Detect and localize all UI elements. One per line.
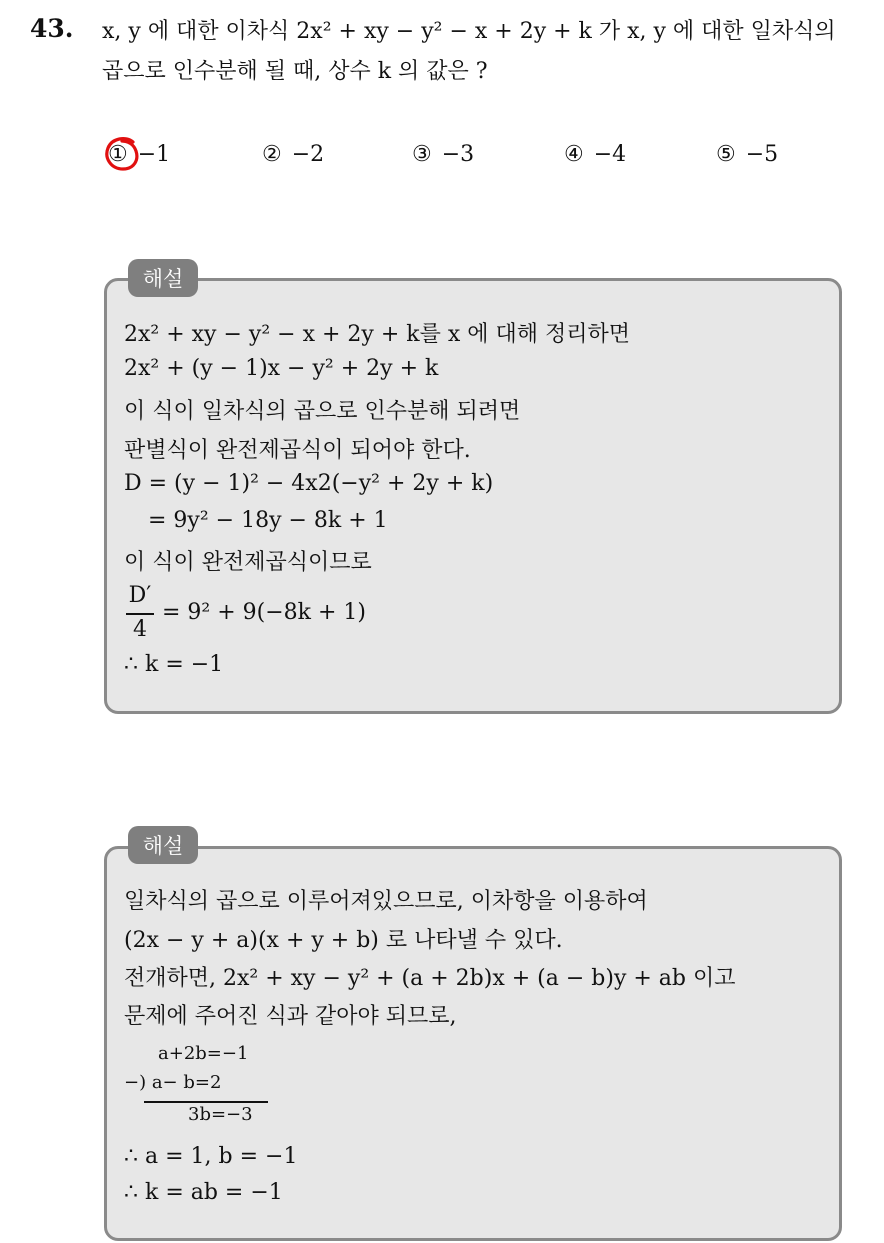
answer-choices (108, 142, 808, 178)
solution1-conclusion: ∴ k = −1 (124, 652, 224, 677)
choice-2-number: ② (262, 142, 282, 167)
fraction-numerator: D′ (128, 583, 152, 608)
solution1-fraction-rest: = 9² + 9(−8k + 1) (162, 600, 367, 625)
fraction-bar (126, 613, 154, 615)
solution1-line-3: 이 식이 일차식의 곱으로 인수분해 되려면 (124, 399, 521, 424)
choice-4-value: −4 (593, 142, 627, 167)
solution2-line-4: 문제에 주어진 식과 같아야 되므로, (124, 1004, 457, 1029)
question-text-line1: x, y 에 대한 이차식 2x² + xy − y² − x + 2y + k 가 x, y 에 대한 일차식의 (102, 19, 836, 44)
solution2-line-1: 일차식의 곱으로 이루어져있으므로, 이차항을 이용하여 (124, 889, 648, 914)
choice-3-value: −3 (441, 142, 475, 167)
choice-2-value: −2 (291, 142, 325, 167)
choice-1-value: −1 (137, 142, 171, 167)
solution1-line-1: 2x² + xy − y² − x + 2y + k를 x 에 대해 정리하면 (124, 322, 630, 347)
solution-tag-1: 해설 (128, 259, 198, 297)
solution2-line-3: 전개하면, 2x² + xy − y² + (a + 2b)x + (a − b)y + ab 이고 (124, 966, 736, 991)
fraction-denominator: 4 (133, 617, 147, 642)
choice-2[interactable] (262, 142, 324, 167)
choice-5[interactable] (716, 142, 778, 167)
choice-3[interactable] (412, 142, 474, 167)
choice-3-number: ③ (412, 142, 432, 167)
choice-4-number: ④ (564, 142, 584, 167)
solution-tag-2: 해설 (128, 826, 198, 864)
calc-line-2: −) a− b=2 (124, 1072, 222, 1093)
fraction-d-over-4 (124, 583, 156, 643)
solution2-line-2: (2x − y + a)(x + y + b) 로 나타낼 수 있다. (124, 928, 563, 953)
solution2-result-2: ∴ k = ab = −1 (124, 1180, 283, 1205)
choice-5-value: −5 (745, 142, 779, 167)
solution1-line-4: 판별식이 완전제곱식이 되어야 한다. (124, 438, 471, 463)
solution1-line-2: 2x² + (y − 1)x − y² + 2y + k (124, 356, 439, 381)
calc-line-1: a+2b=−1 (158, 1043, 249, 1064)
calc-line-3: 3b=−3 (188, 1104, 253, 1125)
choice-1-number: ① (108, 142, 128, 167)
solution1-line-7: 이 식이 완전제곱식이므로 (124, 550, 372, 575)
answer-circle-mark (103, 135, 141, 173)
solution1-line-6: = 9y² − 18y − 8k + 1 (148, 508, 388, 533)
calc-subtraction-rule (144, 1101, 268, 1103)
question-text-line2: 곱으로 인수분해 될 때, 상수 k 의 값은 ? (102, 59, 488, 84)
choice-5-number: ⑤ (716, 142, 736, 167)
solution1-line-5: D = (y − 1)² − 4x2(−y² + 2y + k) (124, 471, 494, 496)
solution2-result-1: ∴ a = 1, b = −1 (124, 1144, 298, 1169)
question-number: 43. (30, 14, 74, 43)
choice-4[interactable] (564, 142, 626, 167)
